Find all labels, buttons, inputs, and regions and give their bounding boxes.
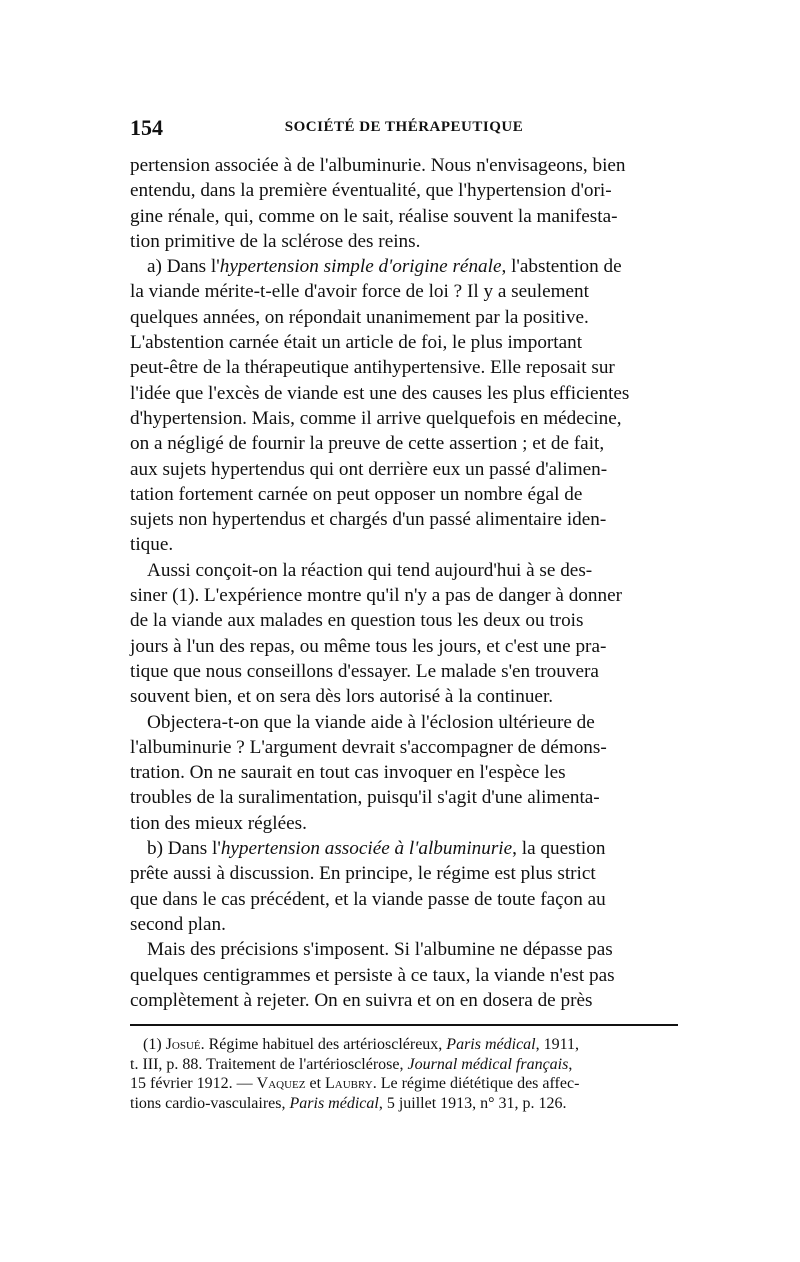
text-run: b) Dans l' [147,838,221,860]
text-line: tique que nous conseillons d'essayer. Le malade s'en trouvera [130,660,599,682]
journal-title: Paris médical [446,1036,536,1053]
text-line: siner (1). L'expérience montre qu'il n'y a pas de danger à donner [130,585,622,607]
text-run: , 1911, [535,1036,580,1053]
text-line: pertension associée à de l'albuminurie. Nous n'envisageons, bien [130,155,626,176]
paragraph-6 [130,937,678,1013]
author-name: Vaquez [256,1075,306,1092]
text-line: la viande mérite-t-elle d'avoir force de loi ? Il y a seulement [130,281,589,303]
page-number: 154 [130,115,163,140]
text-line: souvent bien, et on sera dès lors autorisé à la continuer. [130,686,554,708]
text-line: tique. [130,534,174,556]
text-line: tion des mieux réglées. [130,812,307,834]
text-line: tion primitive de la sclérose des reins. [130,230,421,252]
text-line: de la viande aux malades en question tous les deux ou trois [130,610,584,632]
text-line: quelques années, on répondait unanimement par la positive. [130,306,589,328]
text-line: Aussi conçoit-on la réaction qui tend aujourd'hui à se des- [147,559,593,581]
text-run: t. III, p. 88. Traitement de l'artériosclérose, [130,1055,408,1073]
text-run: , l'abstention de [501,256,622,278]
text-line: l'idée que l'excès de viande est une des causes les plus efficientes [130,382,630,404]
text-line: d'hypertension. Mais, comme il arrive quelquefois en médecine, [130,407,622,429]
journal-title: Paris médical [289,1094,379,1112]
text-run: (1) [143,1036,166,1053]
text-line: complètement à rejeter. On en suivra et on en dosera de près [130,989,593,1011]
text-run: 15 février 1912. — [130,1075,257,1092]
text-line: quelques centigrammes et persiste à ce taux, la viande n'est pas [130,964,615,986]
text-line: que dans le cas précédent, et la viande passe de toute façon au [130,888,606,910]
text-run: . Régime habituel des artérioscléreux, [200,1036,447,1053]
text-line: on a négligé de fournir la preuve de cette assertion ; et de fait, [130,433,605,455]
text-line: Objectera-t-on que la viande aide à l'éclosion ultérieure de [147,711,595,733]
italic-term: hypertension simple d'origine rénale [219,256,502,278]
text-line: peut-être de la thérapeutique antihypertensive. Elle reposait sur [130,357,615,379]
body-text [130,153,678,1013]
text-line: prête aussi à discussion. En principe, le régime est plus strict [130,863,596,885]
paragraph-4 [130,710,678,836]
text-line: jours à l'un des repas, ou même tous les jours, et c'est une pra- [130,635,607,657]
journal-title: Journal médical français [407,1055,569,1073]
text-run: et [305,1075,326,1092]
author-name: Josué [165,1036,201,1053]
text-run: a) Dans l' [147,256,220,278]
text-line: sujets non hypertendus et chargés d'un passé alimentaire iden- [130,509,607,531]
footnote-line [130,1074,678,1094]
paragraph-5 [130,836,678,937]
text-run: , 5 juillet 1913, n° 31, p. 126. [378,1094,567,1112]
text-line: troubles de la suralimentation, puisqu'il s'agit d'une alimenta- [130,787,600,809]
text-line: Mais des précisions s'imposent. Si l'albumine ne dépasse pas [147,939,613,961]
footnote-line [130,1055,678,1075]
text-line: second plan. [130,913,226,935]
text-line: entendu, dans la première éventualité, que l'hypertension d'ori- [130,180,612,202]
text-line: L'abstention carnée était un article de foi, le plus important [130,332,583,354]
running-title: SOCIÉTÉ DE THÉRAPEUTIQUE [284,119,524,135]
text-line [130,836,678,861]
text-line [130,254,678,279]
text-line: l'albuminurie ? L'argument devrait s'accompagner de démons- [130,736,607,758]
text-line: gine rénale, qui, comme on le sait, réalise souvent la manifesta- [130,205,618,227]
text-run: tions cardio-vasculaires, [130,1094,290,1112]
italic-term: hypertension associée à l'albuminurie [220,838,513,860]
text-run: , [568,1055,573,1073]
paragraph-2 [130,254,678,558]
text-line: tation fortement carnée on peut opposer un nombre égal de [130,483,583,505]
footnote-rule [130,1024,678,1026]
author-name: Laubry [325,1075,373,1092]
text-run: , la question [512,838,606,860]
text-line: tration. On ne saurait en tout cas invoquer en l'espèce les [130,762,566,784]
text-run: . Le régime diététique des affec- [372,1075,580,1092]
page-header [130,115,678,143]
text-line: aux sujets hypertendus qui ont derrière eux un passé d'alimen- [130,458,608,480]
footnote-line [130,1035,678,1055]
paragraph-1 [130,153,678,254]
footnote-line [130,1094,678,1114]
footnote [130,1035,678,1113]
paragraph-3 [130,558,678,710]
